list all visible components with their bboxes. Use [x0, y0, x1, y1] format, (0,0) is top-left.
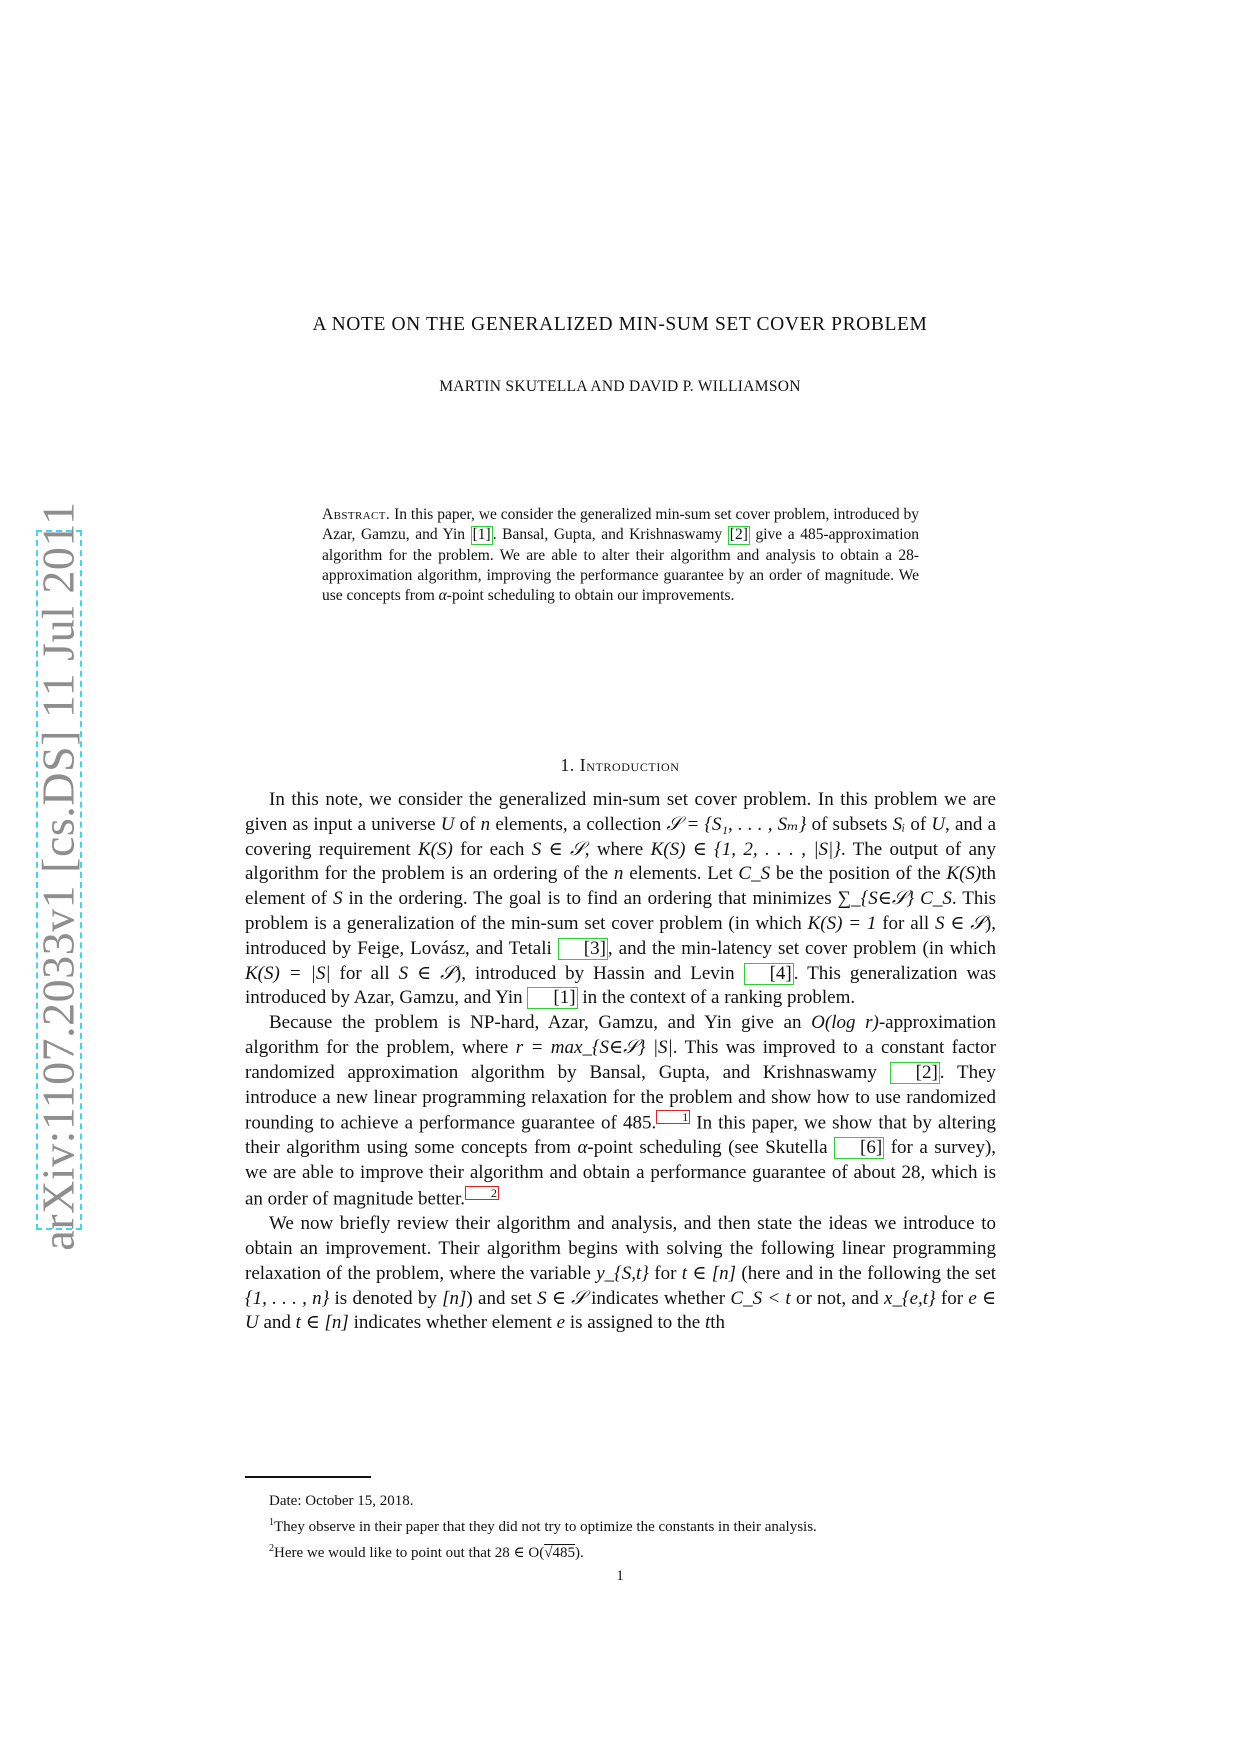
abstract-text: give a 485-approximation algorithm for the problem. We are able to alter their algorithm and analysis to obtain a 28-approximation algorithm, improving the performance guarantee by an order of magnitude. We use concepts from: [322, 526, 920, 605]
math: U: [931, 813, 946, 835]
paragraph: We now briefly review their algorithm and analysis, and then state the ideas we introduce to obtain an improvement. Their algorithm begins with solving the following linear programming relaxation of the problem, where the variable y_{S,t} for t ∈ [n] (here and in the following the set {1, . . . , n} is denoted by [n]) and set S ∈ 𝒮 indicates whether C_S < t or not, and x_{e,t} for e ∈ U and t ∈ [n] indicates whether element e is assigned to the tth: [245, 1213, 997, 1334]
abstract-text: -point scheduling to obtain our improvements.: [446, 587, 735, 605]
math: n: [613, 863, 624, 885]
math: 𝒮 = {S₁, . . . , Sₘ}: [666, 813, 807, 835]
math: e ∈ U: [245, 1287, 997, 1334]
footnote-2: $^2$Here we would like to point out that 28 ∈ O(√485).: [269, 1543, 584, 1561]
math: C_S < t: [730, 1287, 791, 1309]
citation-link[interactable]: [1]: [527, 987, 577, 1009]
math: K(S): [417, 838, 453, 860]
citation-link[interactable]: [4]: [744, 963, 794, 985]
math: e: [556, 1312, 566, 1334]
section-heading: [0, 755, 1240, 776]
citation-link[interactable]: [2]: [890, 1062, 940, 1084]
arxiv-identifier: arXiv:1107.2033v1 [cs.DS] 11 Jul 2011: [32, 501, 84, 1251]
section-number: 1.: [560, 755, 575, 775]
math: y_{S,t}: [596, 1262, 649, 1284]
paragraph: Because the problem is NP-hard, Azar, Gamzu, and Yin give an O(log r)-approximation algorithm for the problem, where r = max_{S∈𝒮} |S|. This was improved to a constant factor randomized approximation algorithm by Bansal, Gupta, and Krishnaswamy [2] . They introduce a new linear programming relaxation for the problem and show how to use randomized rounding to achieve a performance guarantee of 485. 1 In this paper, we show that by altering their algorithm using some concepts from α-point scheduling (see Skutella [6] for a survey), we are able to improve their algorithm and obtain a performance guarantee of about 28, which is an order of magnitude better. 2: [245, 1012, 997, 1210]
abstract-text: In this paper, we consider the generalized min-sum set cover problem, introduced by Azar, Gamzu, and Yin: [322, 506, 920, 544]
math: t ∈ [n]: [681, 1262, 737, 1284]
section-name: Introduction: [579, 755, 680, 775]
citation-link[interactable]: [6]: [834, 1137, 884, 1159]
math: x_{e,t}: [884, 1287, 936, 1309]
math: n: [480, 813, 491, 835]
paragraph: In this note, we consider the generalized min-sum set cover problem. In this problem we are given as input a universe U of n elements, a collection 𝒮 = {S₁, . . . , Sₘ} of subsets Sᵢ of U, and a covering requirement K(S) for each S ∈ 𝒮, where K(S) ∈ {1, 2, . . . , |S|}. The output of any algorithm for the problem is an ordering of the n elements. Let C_S be the position of the K(S)th element of S in the ordering. The goal is to find an ordering that minimizes ∑_{S∈𝒮} C_S. This problem is a generalization of the min-sum set cover problem (in which K(S) = 1 for all S ∈ 𝒮), introduced by Feige, Lovász, and Tetali [3] , and the min-latency set cover problem (in which K(S) = |S| for all S ∈ 𝒮), introduced by Hassin and Levin [4] . This generalization was introduced by Azar, Gamzu, and Yin [1] in the context of a ranking problem.: [245, 789, 997, 1009]
abstract-text: . Bansal, Gupta, and Krishnaswamy: [492, 526, 723, 544]
citation-link[interactable]: [3]: [558, 938, 608, 960]
footnote-date: Date: October 15, 2018.: [269, 1493, 414, 1509]
math: O(log r): [811, 1012, 879, 1034]
math: {1, . . . , n}: [245, 1287, 330, 1309]
math: [n]: [442, 1287, 467, 1309]
math: ∑_{S∈𝒮} C_S: [837, 888, 952, 910]
math: r = max_{S∈𝒮} |S|: [515, 1036, 673, 1058]
math: K(S) = |S|: [245, 962, 331, 984]
math: t ∈ [n]: [295, 1312, 349, 1334]
math: C_S: [738, 863, 771, 885]
page-number: 1: [616, 1568, 624, 1584]
paper-title: A NOTE ON THE GENERALIZED MIN-SUM SET COVER PROBLEM: [312, 314, 928, 335]
footnote-link[interactable]: 1: [656, 1110, 690, 1124]
math-alpha: α: [438, 587, 447, 605]
math: S ∈ 𝒮: [398, 962, 455, 984]
footnotes: [245, 1490, 996, 1564]
footnote-link[interactable]: 2: [465, 1186, 499, 1200]
introduction-body: [245, 788, 996, 1336]
abstract: [322, 505, 919, 606]
math: S ∈ 𝒮: [531, 838, 585, 860]
math: Sᵢ: [892, 813, 906, 835]
math: K(S) ∈ {1, 2, . . . , |S|}: [650, 838, 841, 860]
math: S ∈ 𝒮: [935, 912, 985, 934]
footnote-1: $^1$They observe in their paper that they did not try to optimize the constants in their analysis.: [269, 1517, 817, 1535]
abstract-label: Abstract.: [322, 506, 391, 523]
math: α: [577, 1137, 588, 1159]
math: t: [704, 1312, 711, 1334]
math: K(S) = 1: [807, 912, 877, 934]
footnote-rule: [245, 1476, 371, 1478]
citation-link[interactable]: [2]: [729, 526, 748, 544]
math: S: [333, 888, 343, 910]
math: K(S): [946, 863, 982, 885]
paper-authors: MARTIN SKUTELLA AND DAVID P. WILLIAMSON: [439, 378, 801, 395]
math: S ∈ 𝒮: [537, 1287, 586, 1309]
citation-link[interactable]: [1]: [472, 526, 491, 544]
math: U: [440, 813, 455, 835]
